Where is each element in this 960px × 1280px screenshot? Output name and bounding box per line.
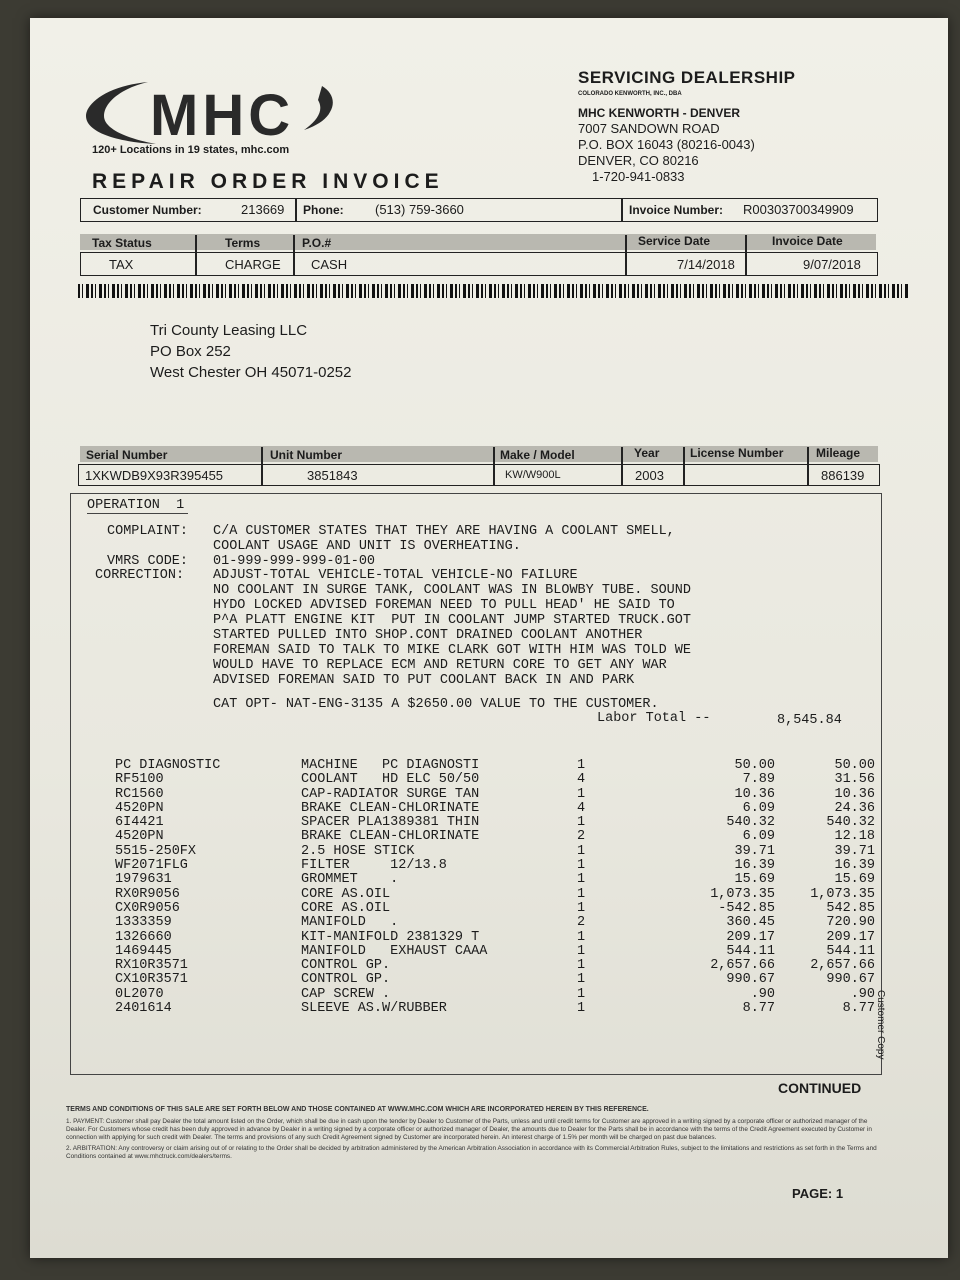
part-extended: 1,073.35 (810, 886, 875, 902)
dealer-address2: P.O. BOX 16043 (80216-0043) (578, 137, 755, 152)
part-number: 6I4421 (115, 815, 164, 831)
customer-address-line1: PO Box 252 (150, 343, 231, 360)
part-extended: 31.56 (834, 772, 875, 788)
part-unit-price: 360.45 (726, 915, 775, 931)
part-description: BRAKE CLEAN-CHLORINATE (301, 800, 480, 816)
part-unit-price: 540.32 (726, 815, 775, 831)
correction-line: WOULD HAVE TO REPLACE ECM AND RETURN CORE TO GET ANY WAR (213, 658, 667, 673)
part-extended: 544.11 (826, 943, 875, 959)
customer-number: 213669 (241, 202, 285, 217)
invoice-date-label: Invoice Date (772, 234, 843, 248)
part-unit-price: 6.09 (742, 829, 775, 845)
make-model-label: Make / Model (500, 448, 575, 462)
part-extended: 39.71 (834, 843, 875, 859)
terms-block (66, 1106, 886, 1161)
part-number: 1979631 (115, 872, 172, 888)
make-model: KW/W900L (505, 469, 561, 481)
part-qty: 1 (577, 843, 586, 859)
part-qty: 1 (577, 815, 586, 831)
phone-label: Phone: (303, 203, 344, 217)
page-title: REPAIR ORDER INVOICE (92, 170, 444, 193)
correction-line: P^A PLATT ENGINE KIT PUT IN COOLANT JUMP STARTED TRUCK.GOT (213, 613, 691, 628)
service-date-label: Service Date (638, 234, 711, 248)
tagline: 120+ Locations in 19 states, mhc.com (92, 144, 290, 156)
correction-line: ADVISED FOREMAN SAID TO PUT COOLANT BACK IN AND PARK (213, 673, 635, 688)
part-unit-price: 544.11 (726, 943, 775, 959)
dealer-address1: 7007 SANDOWN ROAD (578, 121, 720, 136)
part-extended: 990.67 (826, 972, 875, 988)
part-description: MANIFOLD EXHAUST CAAA (301, 943, 488, 959)
part-qty: 1 (577, 1001, 586, 1017)
part-extended: 12.18 (834, 829, 875, 845)
operation-section (70, 493, 882, 1075)
customer-copy-label: Customer Copy (875, 990, 886, 1060)
logo-text: MHC (150, 83, 295, 148)
part-description: KIT-MANIFOLD 2381329 T (301, 929, 480, 945)
part-description: GROMMET . (301, 872, 399, 888)
barcode (78, 284, 908, 298)
part-extended: 540.32 (826, 815, 875, 831)
correction-line: FOREMAN SAID TO TALK TO MIKE CLARK GOT WITH HIM WAS TOLD WE (213, 643, 691, 658)
invoice-date: 9/07/2018 (803, 257, 861, 272)
page-number: PAGE: 1 (792, 1186, 844, 1201)
complaint-label: COMPLAINT: (107, 524, 189, 539)
part-qty: 1 (577, 872, 586, 888)
service-date: 7/14/2018 (677, 257, 735, 272)
dealer-city: DENVER, CO 80216 (578, 153, 699, 168)
part-qty: 1 (577, 886, 586, 902)
complaint-line-1: C/A CUSTOMER STATES THAT THEY ARE HAVING A COOLANT SMELL, (213, 524, 675, 539)
part-extended: 50.00 (834, 758, 875, 773)
part-qty: 4 (577, 772, 586, 788)
part-description: CORE AS.OIL (301, 886, 391, 902)
po-label: P.O.# (302, 236, 332, 250)
customer-address-line2: West Chester OH 45071-0252 (150, 364, 352, 381)
correction-line: HYDO LOCKED ADVISED FOREMAN NEED TO PULL HEAD' HE SAID TO (213, 598, 675, 613)
part-description: FILTER 12/13.8 (301, 858, 447, 874)
invoice-number: R00303700349909 (743, 202, 854, 217)
part-description: COOLANT HD ELC 50/50 (301, 772, 480, 788)
part-number: 5515-250FX (115, 843, 197, 859)
part-qty: 1 (577, 929, 586, 945)
correction-line: NO COOLANT IN SURGE TANK, COOLANT WAS IN BLOWBY TUBE. SOUND (213, 583, 691, 598)
part-number: RX10R3571 (115, 958, 188, 974)
part-qty: 4 (577, 800, 586, 816)
operation-title: OPERATION 1 (87, 498, 188, 514)
license-number-label: License Number (690, 446, 784, 460)
part-qty: 1 (577, 900, 586, 916)
part-unit-price: 6.09 (742, 800, 775, 816)
customer-address (150, 320, 352, 383)
part-description: SPACER PLA1389381 THIN (301, 815, 480, 831)
mileage-label: Mileage (816, 446, 861, 460)
mileage-value: 886139 (821, 468, 865, 483)
part-unit-price: 2,657.66 (710, 958, 775, 974)
po-value: CASH (311, 257, 348, 272)
dealer-block (578, 70, 796, 185)
part-number: RC1560 (115, 786, 164, 802)
part-unit-price: 50.00 (734, 758, 775, 773)
labor-total-label: Labor Total -- (597, 711, 711, 726)
part-number: CX0R9056 (115, 900, 180, 916)
part-unit-price: 16.39 (734, 858, 775, 874)
vmrs-code: 01-999-999-999-01-00 (213, 554, 376, 569)
part-description: MANIFOLD . (301, 915, 399, 931)
labor-total: 8,545.84 (777, 713, 842, 728)
part-extended: 720.90 (826, 915, 875, 931)
part-extended: 16.39 (834, 858, 875, 874)
part-unit-price: 15.69 (734, 872, 775, 888)
part-extended: 2,657.66 (810, 958, 875, 974)
part-unit-price: 1,073.35 (710, 886, 775, 902)
part-description: CAP SCREW . (301, 986, 391, 1002)
vmrs-label: VMRS CODE: (107, 554, 189, 569)
status-header-bar (80, 234, 876, 250)
part-qty: 1 (577, 958, 586, 974)
customer-row (80, 198, 878, 222)
part-extended: 15.69 (834, 872, 875, 888)
correction-label: CORRECTION: (95, 568, 185, 583)
part-unit-price: 209.17 (726, 929, 775, 945)
part-unit-price: 39.71 (734, 843, 775, 859)
part-number: PC DIAGNOSTIC (115, 758, 221, 773)
cat-opt-note: CAT OPT- NAT-ENG-3135 A $2650.00 VALUE TO THE CUSTOMER. (213, 697, 659, 712)
part-extended: 24.36 (834, 800, 875, 816)
customer-name: Tri County Leasing LLC (150, 322, 308, 339)
dealer-dba: COLORADO KENWORTH, INC., DBA (578, 91, 682, 97)
part-qty: 1 (577, 786, 586, 802)
part-qty: 1 (577, 986, 586, 1002)
serial-number-label: Serial Number (86, 448, 168, 462)
part-qty: 1 (577, 972, 586, 988)
part-description: 2.5 HOSE STICK (301, 843, 415, 859)
part-description: MACHINE PC DIAGNOSTI (301, 758, 480, 773)
vehicle-row (78, 464, 880, 486)
complaint-line-2: COOLANT USAGE AND UNIT IS OVERHEATING. (213, 539, 521, 554)
part-number: 1469445 (115, 943, 172, 959)
part-description: CAP-RADIATOR SURGE TAN (301, 786, 480, 802)
tax-status: TAX (109, 257, 134, 272)
part-extended: 209.17 (826, 929, 875, 945)
part-description: SLEEVE AS.W/RUBBER (301, 1001, 447, 1017)
part-unit-price: 7.89 (742, 772, 775, 788)
terms-label: Terms (225, 236, 261, 250)
part-extended: 8.77 (842, 1001, 875, 1017)
part-unit-price: 990.67 (726, 972, 775, 988)
status-row (80, 252, 878, 276)
part-unit-price: 10.36 (734, 786, 775, 802)
terms-value: CHARGE (225, 257, 281, 272)
part-number: 2401614 (115, 1001, 172, 1017)
unit-number: 3851843 (307, 468, 358, 483)
part-qty: 1 (577, 758, 586, 773)
part-number: 4520PN (115, 829, 164, 845)
part-description: CONTROL GP. (301, 958, 391, 974)
part-qty: 1 (577, 943, 586, 959)
part-extended: 542.85 (826, 900, 875, 916)
mhc-logo (86, 76, 336, 146)
correction-line: ADJUST-TOTAL VEHICLE-TOTAL VEHICLE-NO FAILURE (213, 568, 578, 583)
part-extended: 10.36 (834, 786, 875, 802)
part-unit-price: 8.77 (742, 1001, 775, 1017)
dealer-heading: SERVICING DEALERSHIP (578, 68, 796, 87)
part-number: CX10R3571 (115, 972, 188, 988)
customer-phone: (513) 759-3660 (375, 202, 464, 217)
invoice-paper (30, 18, 948, 1258)
customer-number-label: Customer Number: (93, 203, 202, 217)
year-value: 2003 (635, 468, 664, 483)
part-number: RF5100 (115, 772, 164, 788)
terms-title: TERMS AND CONDITIONS OF THIS SALE ARE SET FORTH BELOW AND THOSE CONTAINED AT WWW.MHC.COM WHICH ARE INCORPORATED HEREIN BY THIS REFERENCE. (66, 1106, 649, 1113)
terms-payment: 1. PAYMENT: Customer shall pay Dealer the total amount listed on the Order, which shall be due in cash upon the tender by Dealer to Customer of the Parts, unless and until credit terms for Customer are approved in a writing signed by a corporate officer or authorized manager of the Dealer. For Customers whose credit has been duly approved in advance by Dealer in a writing signed by a corporate officer or authorized manager of Dealer, the amounts due to Dealer for the Parts shall be in accordance with the terms of the Credit Agreement executed by Customer in connection with applying for such credit with Dealer. The terms and provisions of any such Credit Agreement signed by Customer are incorporated herein. An interest charge of 1.5% per month will be charged on past due balances. (66, 1118, 872, 1141)
part-number: 1326660 (115, 929, 172, 945)
part-qty: 2 (577, 915, 586, 931)
dealer-name: MHC KENWORTH - DENVER (578, 106, 740, 120)
part-unit-price: .90 (750, 986, 775, 1002)
tax-status-label: Tax Status (92, 236, 152, 250)
part-number: RX0R9056 (115, 886, 180, 902)
unit-number-label: Unit Number (270, 448, 342, 462)
part-description: CORE AS.OIL (301, 900, 391, 916)
part-number: 0L2070 (115, 986, 164, 1002)
part-description: BRAKE CLEAN-CHLORINATE (301, 829, 480, 845)
part-extended: .90 (850, 986, 875, 1002)
dealer-phone: 1-720-941-0833 (592, 169, 685, 184)
serial-number: 1XKWDB9X93R395455 (85, 468, 224, 483)
terms-arbitration: 2. ARBITRATION: Any controversy or claim arising out of or relating to the Order shall be decided by arbitration administered by the American Arbitration Association in accordance with its Commercial Arbitration Rules, subject to the limitations and restrictions as set forth in the Terms and Conditions contained at www.mhctruck.com/dealers/terms. (66, 1145, 877, 1160)
part-unit-price: -542.85 (718, 900, 775, 916)
part-description: CONTROL GP. (301, 972, 391, 988)
year-label: Year (634, 446, 660, 460)
part-number: WF2071FLG (115, 858, 188, 874)
part-qty: 2 (577, 829, 586, 845)
continued-label: CONTINUED (778, 1080, 862, 1096)
part-qty: 1 (577, 858, 586, 874)
correction-line: STARTED PULLED INTO SHOP.CONT DRAINED COOLANT ANOTHER (213, 628, 643, 643)
invoice-number-label: Invoice Number: (629, 203, 724, 217)
part-number: 1333359 (115, 915, 172, 931)
part-number: 4520PN (115, 800, 164, 816)
